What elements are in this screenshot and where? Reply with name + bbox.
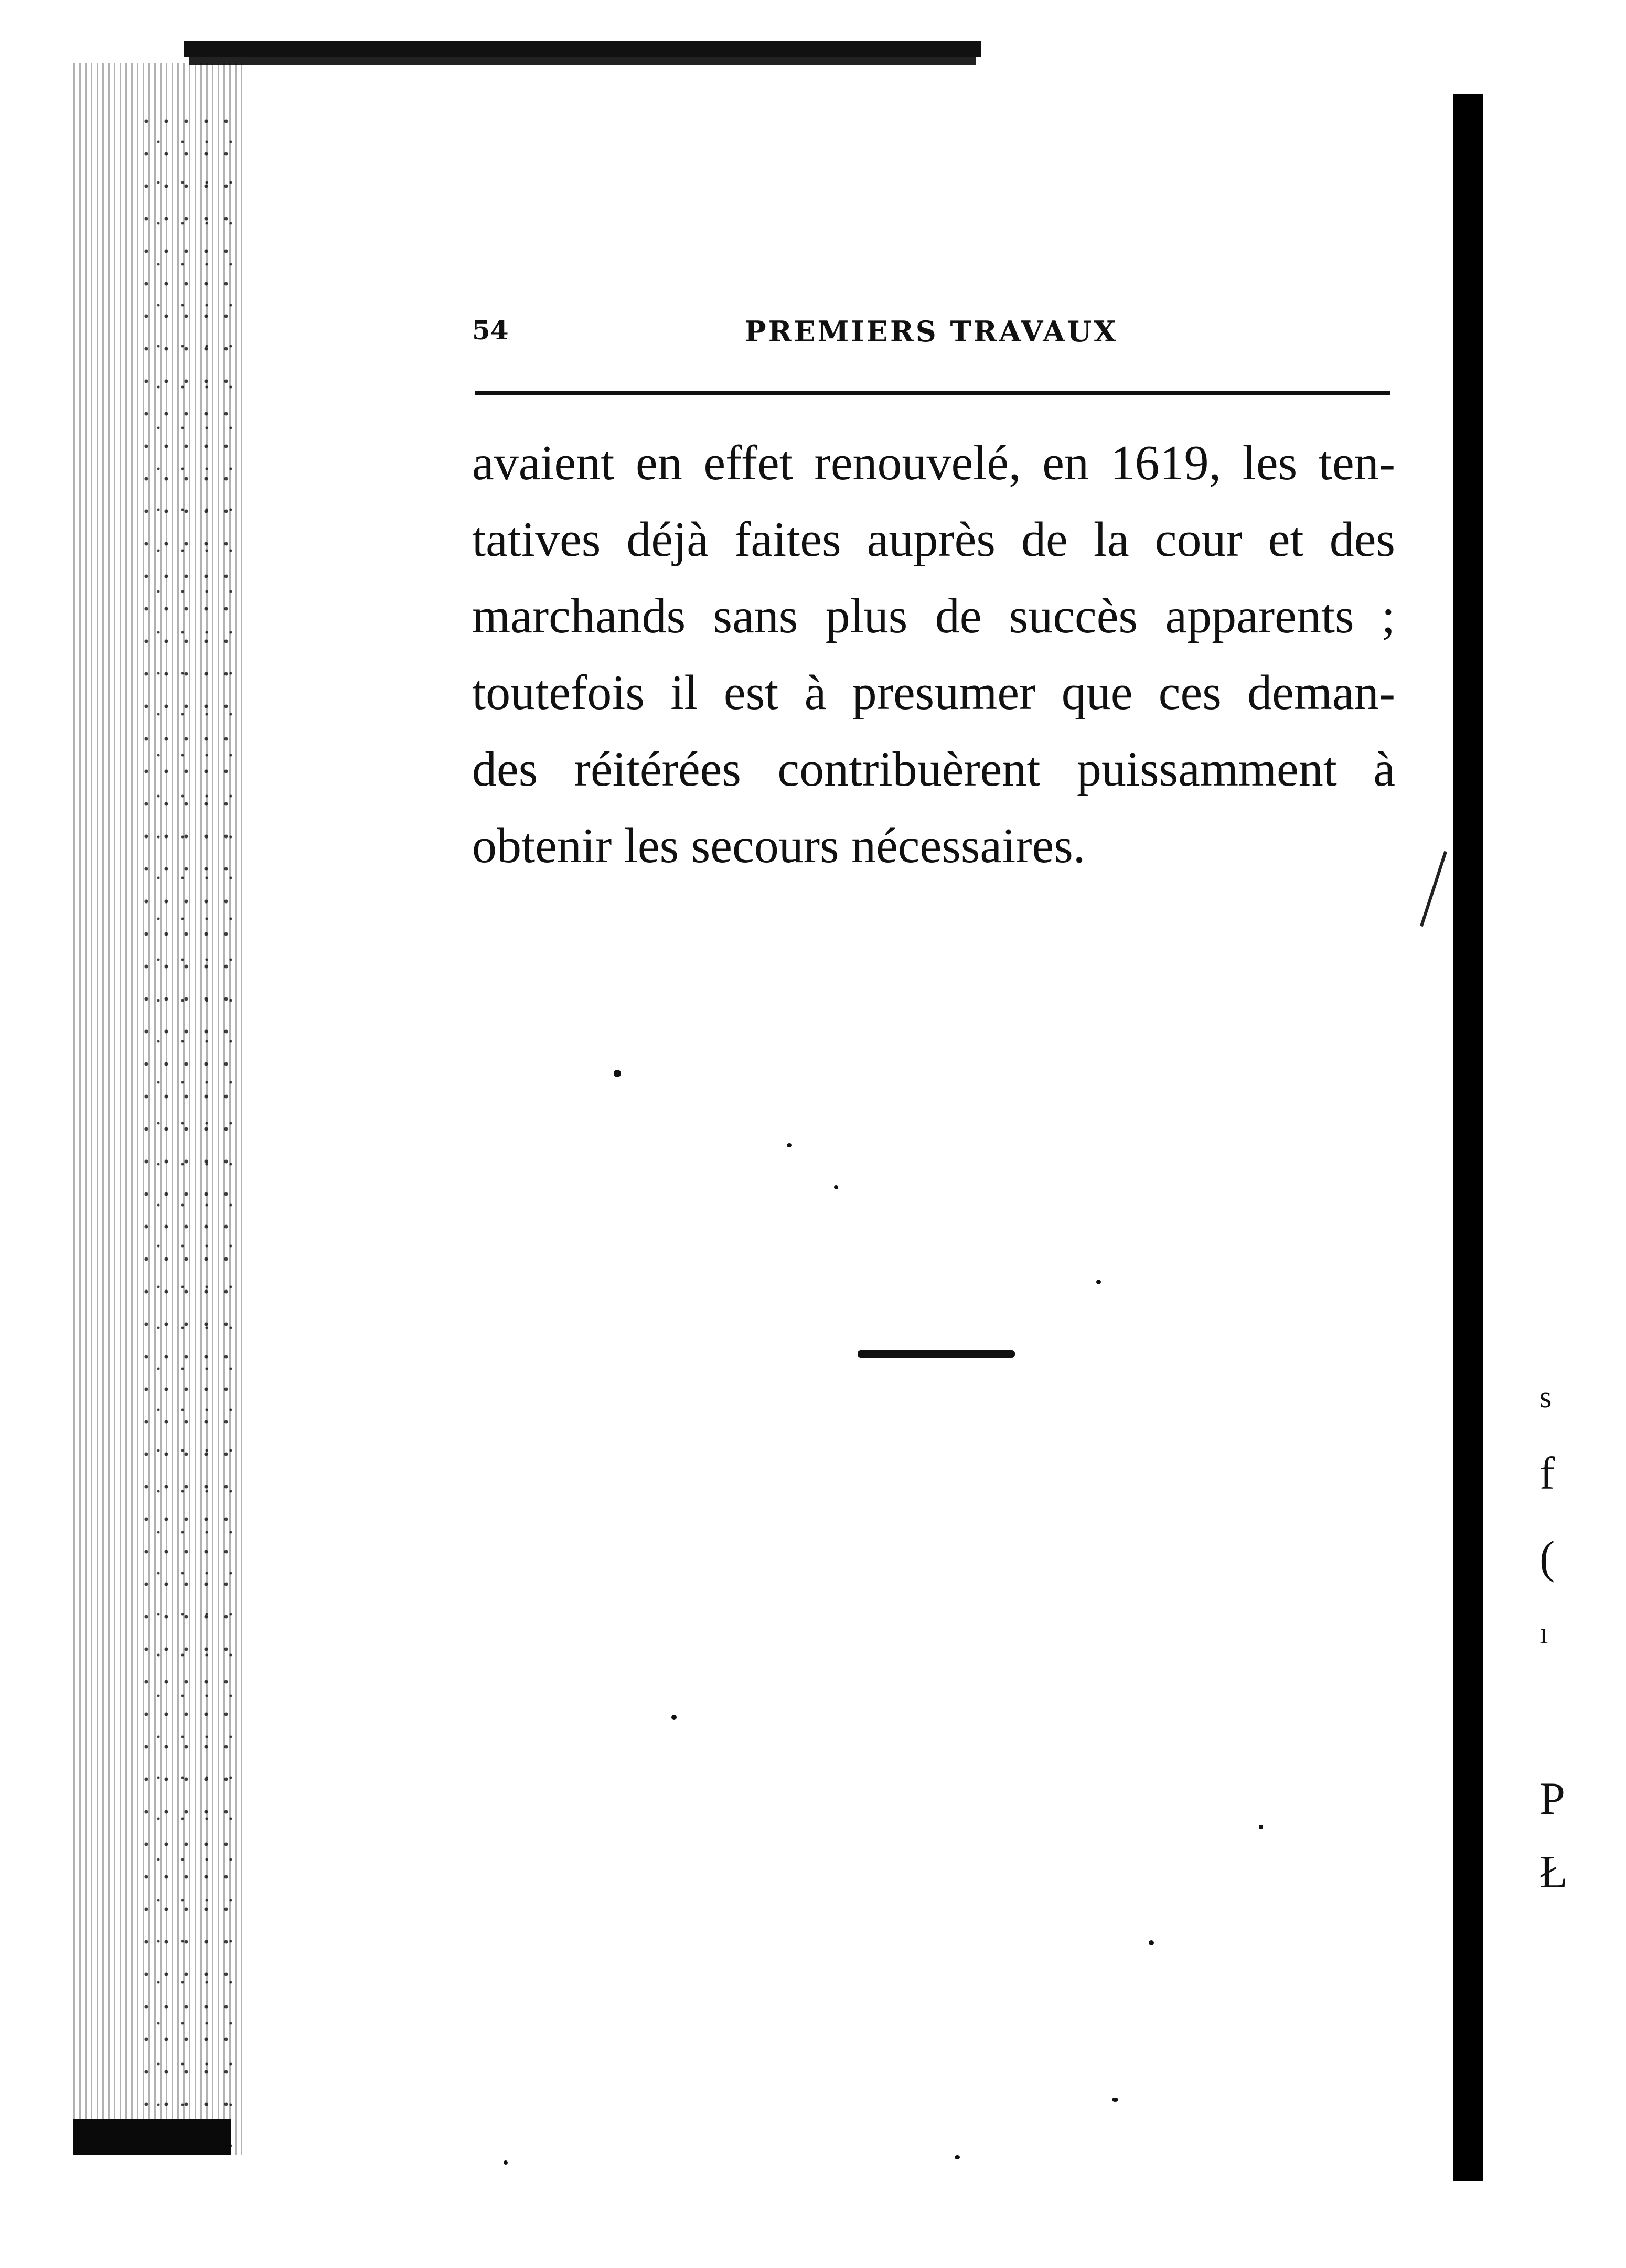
scan-speck bbox=[787, 1143, 792, 1147]
scan-speck bbox=[1112, 2098, 1118, 2102]
body-paragraph bbox=[472, 425, 1395, 884]
facing-page-fragment: ı bbox=[1539, 1616, 1548, 1650]
running-head: PREMIERS TRAVAUX bbox=[745, 315, 1118, 348]
header-rule bbox=[475, 391, 1390, 395]
scan-bottom-left-shadow bbox=[73, 2119, 231, 2155]
scan-speck bbox=[955, 2155, 960, 2159]
page-number: 54 bbox=[472, 315, 509, 346]
scan-right-mark bbox=[1420, 851, 1447, 927]
scan-speck bbox=[504, 2160, 508, 2165]
scan-right-gutter-shadow bbox=[1453, 94, 1483, 2181]
scan-speck bbox=[671, 1715, 677, 1720]
facing-page-fragment: ( bbox=[1539, 1532, 1555, 1583]
scan-speck bbox=[834, 1185, 838, 1189]
text-line: avaient en effet renouvelé, en 1619, les ten- bbox=[472, 436, 1395, 490]
scan-top-shadow bbox=[184, 41, 981, 57]
text-line: des réitérées contribuèrent puissamment à bbox=[472, 742, 1395, 797]
scan-speck bbox=[1096, 1280, 1101, 1284]
text-line: tatives déjà faites auprès de la cour et des bbox=[472, 512, 1395, 567]
facing-page-fragment: P bbox=[1539, 1773, 1565, 1824]
scan-speck bbox=[614, 1070, 621, 1077]
section-end-rule bbox=[858, 1350, 1015, 1358]
facing-page-fragment: Ł bbox=[1539, 1847, 1568, 1898]
text-line: marchands sans plus de succès apparents ; bbox=[472, 589, 1395, 643]
text-line: obtenir les secours nécessaires. bbox=[472, 819, 1086, 873]
scan-speck bbox=[1149, 1940, 1154, 1945]
facing-page-fragment: s bbox=[1539, 1380, 1552, 1414]
scan-top-shadow-secondary bbox=[189, 57, 976, 65]
scan-speck bbox=[1259, 1825, 1263, 1829]
text-line: toutefois il est à presumer que ces deman- bbox=[472, 665, 1395, 720]
facing-page-fragment: f bbox=[1539, 1448, 1555, 1499]
scan-left-noise bbox=[136, 105, 241, 2150]
